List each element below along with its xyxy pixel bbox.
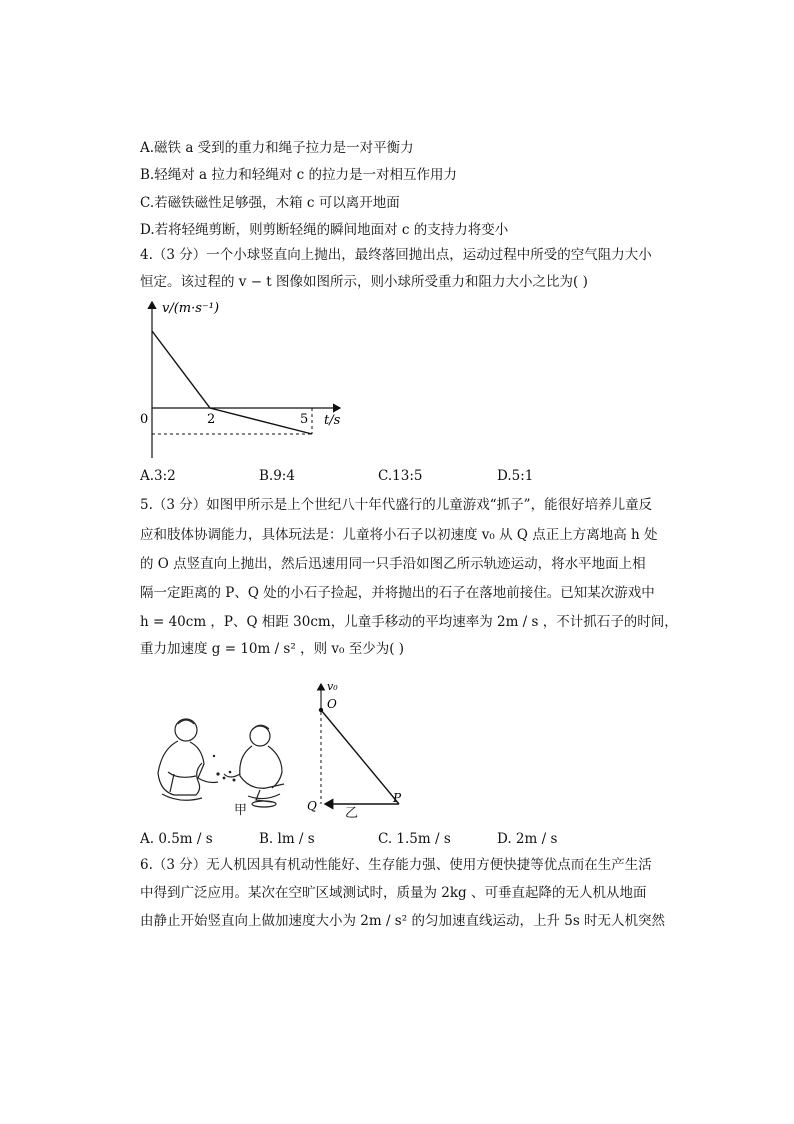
label-v0: v₀ bbox=[327, 680, 338, 693]
q5-stem-line-2: 应和肢体协调能力，具体玩法是：儿童将小石子以初速度 v₀ 从 Q 点正上方离地高 h 处 bbox=[140, 527, 658, 543]
q5-trajectory-diagram bbox=[305, 676, 415, 821]
q4-stem-line-2: 恒定。该过程的 v − t 图像如图所示，则小球所受重力和阻力大小之比为( ) bbox=[140, 274, 588, 290]
q5-option-b: B. lm / s bbox=[259, 831, 315, 847]
velocity-line bbox=[152, 331, 312, 434]
q5-figure-children-illustration bbox=[148, 712, 308, 822]
q5-stem-line-3: 的 O 点竖直向上抛出，然后迅速用同一只手沿如图乙所示轨迹运动，将水平地面上相 bbox=[140, 556, 646, 572]
y-axis-label: v/(m·s⁻¹) bbox=[162, 301, 220, 316]
q3-option-d: D.若将轻绳剪断，则剪断轻绳的瞬间地面对 c 的支持力将变小 bbox=[140, 222, 509, 238]
q5-stem-line-1: 5.（3 分）如图甲所示是上个世纪八十年代盛行的儿童游戏“抓子”，能很好培养儿童反 bbox=[140, 497, 653, 513]
label-q: Q bbox=[307, 799, 317, 813]
q5-caption-yi: 乙 bbox=[345, 806, 359, 821]
q4-vt-graph bbox=[130, 296, 350, 466]
q3-option-a: A.磁铁 a 受到的重力和绳子拉力是一对平衡力 bbox=[140, 140, 414, 156]
path-o-to-p bbox=[321, 710, 399, 804]
q4-option-d: D.5:1 bbox=[497, 468, 534, 484]
q4-option-c: C.13:5 bbox=[378, 468, 423, 484]
label-o: O bbox=[327, 697, 337, 711]
origin-label: 0 bbox=[140, 412, 149, 427]
q5-option-a: A. 0.5m / s bbox=[140, 831, 213, 847]
q6-stem-line-1: 6.（3 分）无人机因具有机动性能好、生存能力强、使用方便快捷等优点而在生产生活 bbox=[140, 857, 652, 873]
q5-option-c: C. 1.5m / s bbox=[378, 831, 451, 847]
tick-label-5: 5 bbox=[300, 412, 309, 427]
q4-stem-line-1: 4.（3 分）一个小球竖直向上抛出，最终落回抛出点，运动过程中所受的空气阻力大小 bbox=[140, 247, 652, 263]
x-axis-label: t/s bbox=[324, 413, 341, 428]
q4-option-a: A.3:2 bbox=[140, 468, 176, 484]
label-p: P bbox=[393, 791, 402, 805]
q4-option-b: B.9:4 bbox=[259, 468, 295, 484]
q5-stem-line-4: 隔一定距离的 P、Q 处的小石子捡起，并将抛出的石子在落地前接住。已知某次游戏中 bbox=[140, 585, 655, 601]
q6-stem-line-3: 由静止开始竖直向上做加速度大小为 2m / s² 的匀加速直线运动，上升 5s 时无人机突然 bbox=[140, 913, 666, 929]
q5-stem-line-6: 重力加速度 g = 10m / s² ，则 v₀ 至少为( ) bbox=[140, 641, 405, 657]
q5-caption-jia: 甲 bbox=[234, 803, 248, 818]
q5-stem-line-5: h = 40cm ，P、Q 相距 30cm，儿童手移动的平均速率为 2m / s ，不计抓石子的时间， bbox=[140, 614, 678, 630]
tick-label-2: 2 bbox=[207, 412, 216, 427]
q5-option-d: D. 2m / s bbox=[497, 831, 558, 847]
q3-option-b: B.轻绳对 a 拉力和轻绳对 c 的拉力是一对相互作用力 bbox=[140, 167, 457, 183]
q6-stem-line-2: 中得到广泛应用。某次在空旷区域测试时，质量为 2kg 、可垂直起降的无人机从地面 bbox=[140, 885, 647, 901]
q3-option-c: C.若磁铁磁性足够强，木箱 c 可以离开地面 bbox=[140, 195, 400, 211]
